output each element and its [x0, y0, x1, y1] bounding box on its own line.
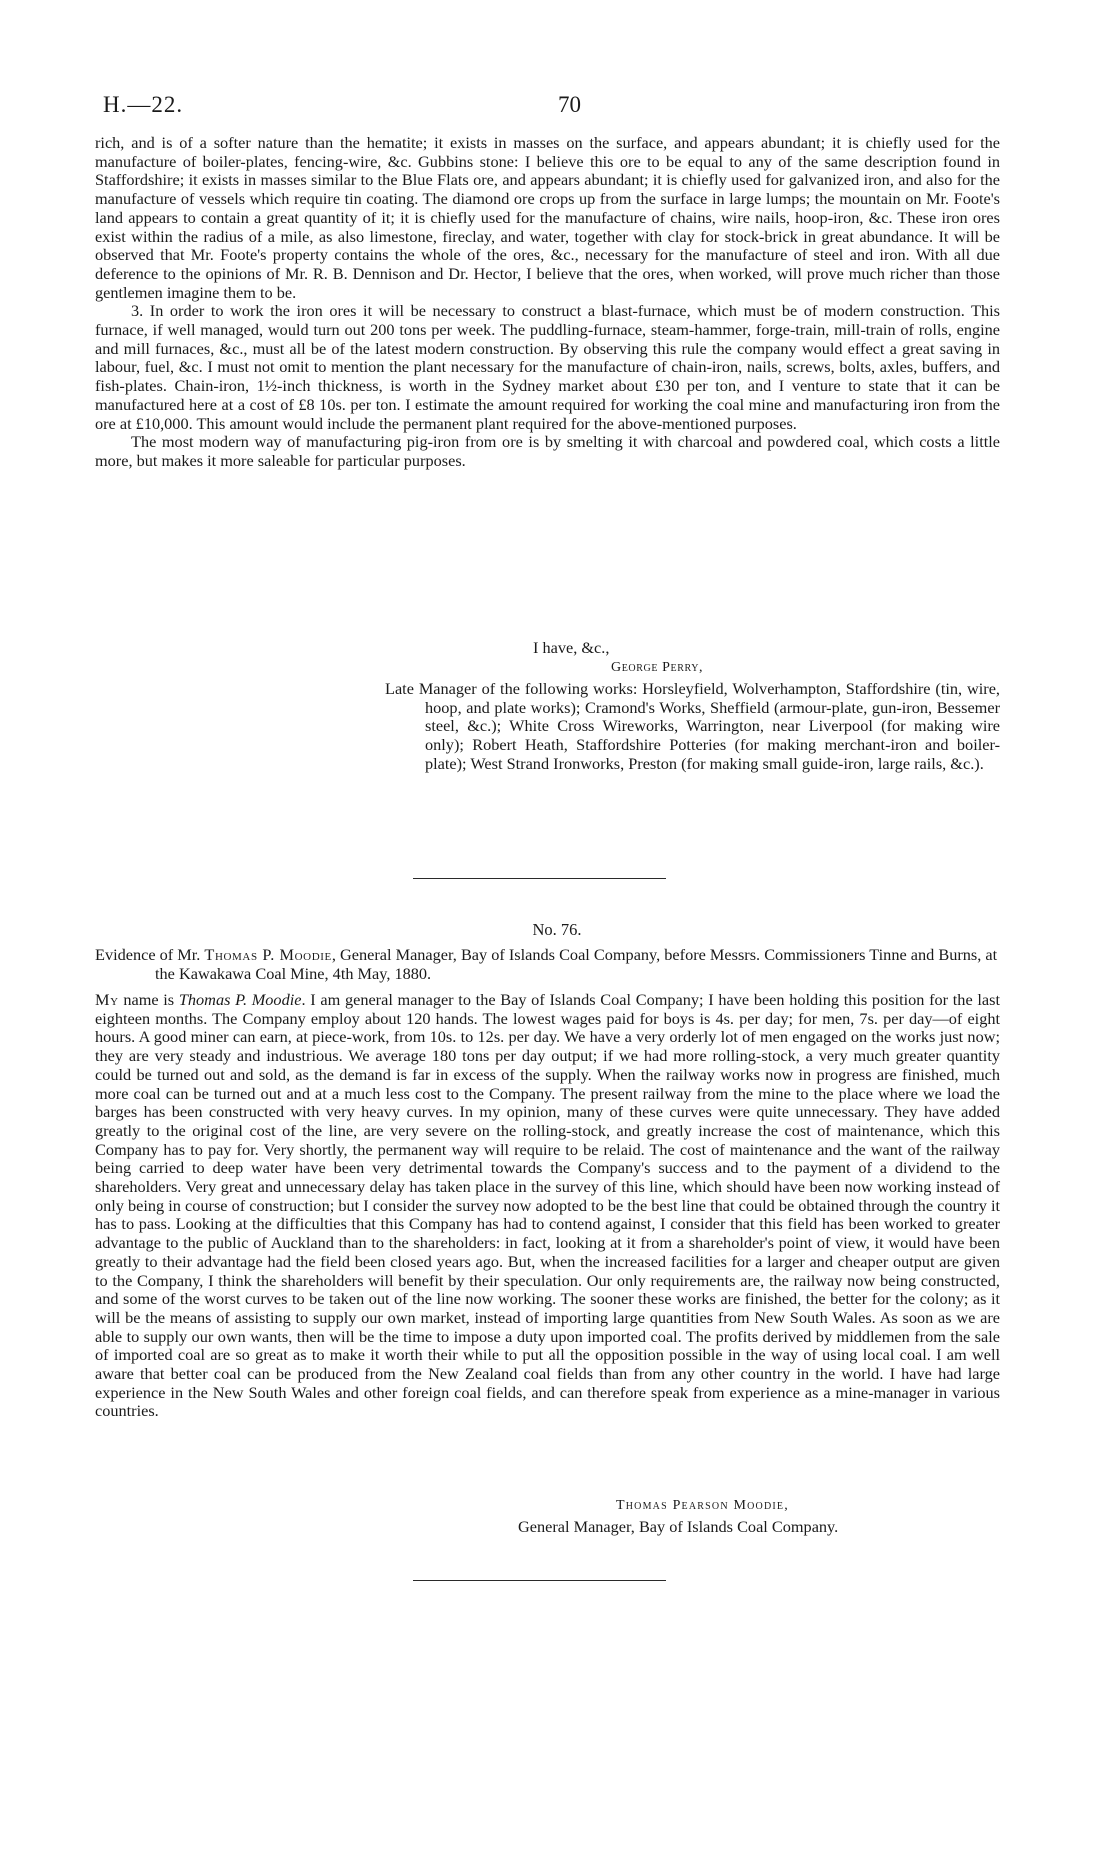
heading-prefix: Evidence of Mr.	[95, 945, 205, 964]
opening-name: Thomas P. Moodie	[178, 990, 302, 1009]
evidence-heading	[95, 946, 1000, 983]
opening-caps: My	[95, 990, 119, 1009]
letter-paragraph-3: The most modern way of manufacturing pig-iron from ore is by smelting it with charcoal and powdered coal, which costs a little more, but makes it more saleable for particular purposes.	[95, 432, 1000, 470]
section-divider	[413, 878, 666, 879]
letter-signature: George Perry,	[611, 660, 704, 675]
document-code: H.—22.	[103, 92, 184, 117]
section-divider-end	[413, 1580, 666, 1581]
signature-description	[385, 680, 1000, 774]
letter-closing: I have, &c.,	[533, 638, 610, 657]
letter-body	[95, 134, 1000, 471]
entry-number: No. 76.	[532, 920, 582, 939]
evidence-body	[95, 991, 1000, 1421]
running-head	[103, 92, 1010, 122]
page-number: 70	[558, 92, 581, 117]
signature-description-text: Late Manager of the following works: Horsleyfield, Wolverhampton, Staffordshire (tin, wire, hoop, and plate works); Cramond's Works, Sheffield (armour-plate, gun-iron, Bessemer steel, &c.); White Cross Wireworks, Warrington, near Liverpool (for making wire only); Robert Heath, Staffordshire Potteries (for making merchant-iron and boiler-plate); West Strand Ironworks, Preston (for making small guide-iron, large rails, &c.).	[385, 679, 1000, 773]
letter-paragraph-1: rich, and is of a softer nature than the hematite; it exists in masses on the surface, and appears abundant; it is chiefly used for the manufacture of boiler-plates, fencing-wire, &c. Gubbins stone: I believe this ore to be equal to any of the same description found in Staffordshire; it exists in masses similar to the Blue Flats ore, and appears abundant; it is chiefly used for galvanized iron, and also for the manufacture of vessels which require tin coating. The diamond ore crops up from the surface in large lumps; the mountain on Mr. Foote's land appears to contain a great quantity of it; it is chiefly used for the manufacture of chains, wire nails, hoop-iron, &c. These iron ores exist within the radius of a mile, as also limestone, fireclay, and water, together with clay for stock-brick in great abundance. It will be observed that Mr. Foote's property contains the whole of the ores, &c., necessary for the manufacture of steel and iron. With all due deference to the opinions of Mr. R. B. Dennison and Dr. Hector, I believe that the ores, when worked, will prove much richer than those gentlemen imagine them to be.	[95, 133, 1000, 302]
letter-paragraph-2: 3. In order to work the iron ores it will be necessary to construct a blast-furnace, which must be of modern construction. This furnace, if well managed, would turn out 200 tons per week. The puddling-furnace, steam-hammer, forge-train, mill-train of rolls, engine and mill furnaces, &c., must all be of the latest modern construction. By observing this rule the company would effect a great saving in labour, fuel, &c. I must not omit to mention the plant necessary for the manufacture of chain-iron, nails, screws, bolts, axles, buffers, and fish-plates. Chain-iron, 1½-inch thickness, is worth in the Sydney market about £30 per ton, and I venture to state that it can be manufactured here at a cost of £8 10s. per ton. I estimate the amount required for working the coal mine and manufacturing iron from the ore at £10,000. This amount would include the permanent plant required for the above-mentioned purposes.	[95, 301, 1000, 433]
evidence-paragraph	[95, 991, 1000, 1421]
evidence-heading-text	[95, 946, 1000, 983]
heading-suffix: , General Manager, Bay of Islands Coal Company, before Messrs. Commissioners Tinne and Burns, at the Kawakawa Coal Mine, 4th May, 1880.	[155, 945, 998, 983]
witness-title: General Manager, Bay of Islands Coal Company.	[518, 1517, 839, 1536]
opening-mid: name is	[118, 990, 179, 1009]
witness-signature: Thomas Pearson Moodie,	[616, 1498, 789, 1513]
witness-name: Thomas P. Moodie	[204, 945, 332, 964]
evidence-text: . I am general manager to the Bay of Islands Coal Company; I have been holding this position for the last eighteen months. The Company employ about 120 hands. The lowest wages paid for boys is 4s. per day; for men, 7s. per day—of eight hours. A good miner can earn, at piece-work, from 10s. to 12s. per day. We have a very orderly lot of men engaged on the works just now; they are very steady and industrious. We average 180 tons per day output; if we had more rolling-stock, a very much greater quantity could be turned out and sold, as the demand is far in excess of the supply. When the railway works now in progress are finished, much more coal can be turned out and at a much less cost to the Company. The present railway from the mine to the place where we load the barges has been constructed with very heavy curves. In my opinion, many of these curves were quite unnecessary. They have added greatly to the original cost of the line, are very severe on the rolling-stock, and greatly increase the cost of maintenance, which this Company has to pay for. Very shortly, the permanent way will require to be relaid. The cost of maintenance and the want of the railway being carried to deep water have been very detrimental towards the Company's success and to the payment of a dividend to the shareholders. Very great and unnecessary delay has taken place in the survey of this line, which should have been now working instead of only being in course of construction; but I consider the survey now adopted to be the best line that could be obtained through the country it has to pass. Looking at the difficulties that this Company has had to contend against, I consider that this field has been worked to greater advantage to the public of Auckland than to the shareholders: in fact, looking at it from a shareholder's point of view, it would have been greatly to their advantage had the field been closed years ago. But, when the increased facilities for a larger and cheaper output are given to the Company, I think the shareholders will benefit by their speculation. Our only requirements are, the railway now being constructed, and some of the worst curves to be taken out of the line now working. The sooner these works are finished, the better for the colony; as it will be the means of assisting to supply our own market, instead of importing large quantities from New South Wales. As soon as we are able to supply our own wants, then will be the time to impose a duty upon imported coal. The profits derived by middlemen from the sale of imported coal are so great as to make it worth their while to put all the opposition possible in the way of using local coal. I am well aware that better coal can be produced from the New Zealand coal fields than from any other country in the world. I have had large experience in the New South Wales and other foreign coal fields, and can therefore speak from experience as a mine-manager in various countries.	[95, 990, 1000, 1421]
